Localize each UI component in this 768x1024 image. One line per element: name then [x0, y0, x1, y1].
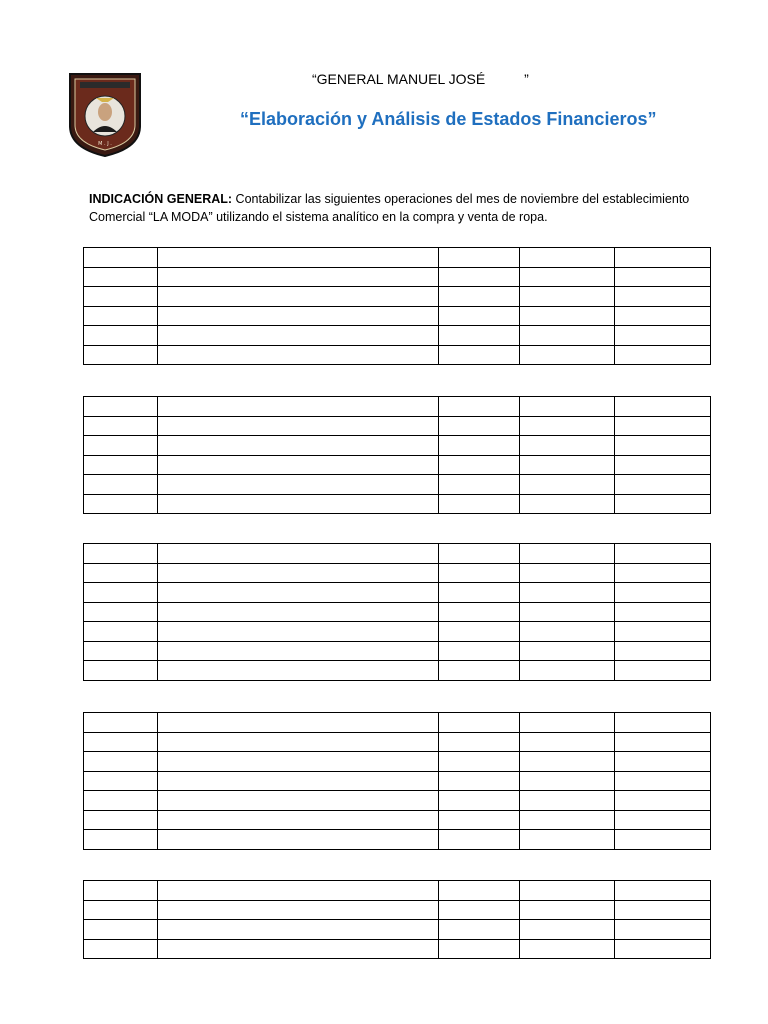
- table-cell[interactable]: [158, 939, 439, 959]
- table-cell[interactable]: [158, 287, 439, 307]
- table-cell[interactable]: [615, 475, 711, 495]
- table-cell[interactable]: [615, 248, 711, 268]
- table-cell[interactable]: [615, 900, 711, 920]
- table-cell[interactable]: [439, 641, 520, 661]
- table-row: [84, 287, 711, 307]
- table-cell[interactable]: [439, 397, 520, 417]
- table-cell[interactable]: [439, 622, 520, 642]
- table-row: [84, 267, 711, 287]
- table-cell[interactable]: [84, 810, 158, 830]
- table-row: [84, 306, 711, 326]
- table-cell[interactable]: [84, 752, 158, 772]
- table-cell[interactable]: [158, 345, 439, 365]
- ledger-table-1: [83, 247, 711, 365]
- table-cell[interactable]: [615, 791, 711, 811]
- table-cell[interactable]: [439, 475, 520, 495]
- table-cell[interactable]: [615, 771, 711, 791]
- ledger-table-3: [83, 543, 711, 681]
- table-cell[interactable]: [439, 306, 520, 326]
- table-cell[interactable]: [520, 475, 615, 495]
- table-cell[interactable]: [615, 830, 711, 850]
- table-cell[interactable]: [158, 494, 439, 514]
- table-row: [84, 248, 711, 268]
- table-cell[interactable]: [520, 248, 615, 268]
- table-cell[interactable]: [84, 267, 158, 287]
- table-cell[interactable]: [84, 641, 158, 661]
- table-cell[interactable]: [520, 583, 615, 603]
- table-cell[interactable]: [520, 306, 615, 326]
- table-cell[interactable]: [84, 661, 158, 681]
- table-cell[interactable]: [158, 436, 439, 456]
- table-row: [84, 416, 711, 436]
- table-cell[interactable]: [158, 544, 439, 564]
- table-cell[interactable]: [84, 939, 158, 959]
- table-cell[interactable]: [84, 326, 158, 346]
- table-cell[interactable]: [84, 900, 158, 920]
- table-cell[interactable]: [615, 583, 711, 603]
- table-cell[interactable]: [615, 267, 711, 287]
- table-cell[interactable]: [439, 416, 520, 436]
- table-cell[interactable]: [520, 713, 615, 733]
- table-cell[interactable]: [520, 455, 615, 475]
- table-cell[interactable]: [439, 345, 520, 365]
- table-cell[interactable]: [520, 622, 615, 642]
- table-cell[interactable]: [84, 713, 158, 733]
- table-cell[interactable]: [158, 583, 439, 603]
- table-cell[interactable]: [84, 771, 158, 791]
- table-cell[interactable]: [520, 416, 615, 436]
- table-cell[interactable]: [158, 455, 439, 475]
- table-cell[interactable]: [158, 641, 439, 661]
- table-cell[interactable]: [615, 939, 711, 959]
- table-row: [84, 830, 711, 850]
- table-cell[interactable]: [439, 881, 520, 901]
- table-cell[interactable]: [158, 563, 439, 583]
- table-cell[interactable]: [615, 881, 711, 901]
- table-row: [84, 752, 711, 772]
- table-cell[interactable]: [439, 267, 520, 287]
- table-cell[interactable]: [520, 810, 615, 830]
- instructions-paragraph: [89, 190, 699, 226]
- page-title: “Elaboración y Análisis de Estados Financieros”: [240, 109, 657, 129]
- table-row: [84, 661, 711, 681]
- table-cell[interactable]: [520, 345, 615, 365]
- table-cell[interactable]: [520, 920, 615, 940]
- table-cell[interactable]: [615, 563, 711, 583]
- table-cell[interactable]: [84, 791, 158, 811]
- instructions-text: Contabilizar las siguientes operaciones del mes de noviembre del establecimiento Comercial “LA MODA” utilizando el sistema analítico en la compra y venta de ropa.: [89, 192, 690, 224]
- table-cell[interactable]: [520, 287, 615, 307]
- school-crest-icon: [66, 68, 144, 158]
- table-cell[interactable]: [158, 622, 439, 642]
- table-row: [84, 583, 711, 603]
- table-cell[interactable]: [439, 661, 520, 681]
- table-cell[interactable]: [615, 397, 711, 417]
- table-cell[interactable]: [439, 752, 520, 772]
- table-cell[interactable]: [158, 771, 439, 791]
- table-cell[interactable]: [520, 661, 615, 681]
- table-cell[interactable]: [158, 306, 439, 326]
- table-row: [84, 475, 711, 495]
- table-cell[interactable]: [615, 326, 711, 346]
- table-cell[interactable]: [439, 602, 520, 622]
- table-row: [84, 455, 711, 475]
- table-cell[interactable]: [615, 436, 711, 456]
- table-cell[interactable]: [158, 267, 439, 287]
- table-cell[interactable]: [158, 475, 439, 495]
- table-cell[interactable]: [158, 661, 439, 681]
- table-cell[interactable]: [615, 544, 711, 564]
- table-cell[interactable]: [520, 791, 615, 811]
- table-cell[interactable]: [439, 713, 520, 733]
- table-cell[interactable]: [439, 494, 520, 514]
- table-row: [84, 791, 711, 811]
- table-cell[interactable]: [158, 810, 439, 830]
- table-cell[interactable]: [520, 830, 615, 850]
- table-cell[interactable]: [615, 455, 711, 475]
- table-cell[interactable]: [615, 416, 711, 436]
- table-cell[interactable]: [84, 732, 158, 752]
- table-cell[interactable]: [439, 248, 520, 268]
- table-row: [84, 326, 711, 346]
- table-row: [84, 939, 711, 959]
- table-cell[interactable]: [439, 732, 520, 752]
- table-row: [84, 900, 711, 920]
- table-cell[interactable]: [439, 287, 520, 307]
- table-cell[interactable]: [439, 326, 520, 346]
- svg-text:M . J .: M . J .: [98, 141, 112, 147]
- table-cell[interactable]: [520, 602, 615, 622]
- table-cell[interactable]: [439, 563, 520, 583]
- table-cell[interactable]: [84, 583, 158, 603]
- table-cell[interactable]: [439, 455, 520, 475]
- table-cell[interactable]: [158, 326, 439, 346]
- ledger-table-5: [83, 880, 711, 959]
- table-row: [84, 881, 711, 901]
- table-row: [84, 602, 711, 622]
- table-cell[interactable]: [158, 416, 439, 436]
- table-cell[interactable]: [84, 563, 158, 583]
- table-cell[interactable]: [615, 752, 711, 772]
- table-cell[interactable]: [520, 397, 615, 417]
- table-row: [84, 544, 711, 564]
- table-cell[interactable]: [84, 602, 158, 622]
- table-cell[interactable]: [84, 920, 158, 940]
- ledger-table-2: [83, 396, 711, 514]
- ledger-table-4: [83, 712, 711, 850]
- table-cell[interactable]: [439, 771, 520, 791]
- table-cell[interactable]: [439, 791, 520, 811]
- table-cell[interactable]: [520, 881, 615, 901]
- table-cell[interactable]: [84, 248, 158, 268]
- table-cell[interactable]: [439, 939, 520, 959]
- table-cell[interactable]: [158, 900, 439, 920]
- table-row: [84, 713, 711, 733]
- table-cell[interactable]: [520, 436, 615, 456]
- table-cell[interactable]: [84, 416, 158, 436]
- table-cell[interactable]: [84, 397, 158, 417]
- table-cell[interactable]: [439, 900, 520, 920]
- table-row: [84, 563, 711, 583]
- table-cell[interactable]: [158, 248, 439, 268]
- table-cell[interactable]: [84, 306, 158, 326]
- table-cell[interactable]: [84, 287, 158, 307]
- table-cell[interactable]: [439, 830, 520, 850]
- table-cell[interactable]: [615, 602, 711, 622]
- table-cell[interactable]: [84, 622, 158, 642]
- table-cell[interactable]: [84, 881, 158, 901]
- table-cell[interactable]: [615, 287, 711, 307]
- table-row: [84, 494, 711, 514]
- table-cell[interactable]: [615, 732, 711, 752]
- table-cell[interactable]: [615, 494, 711, 514]
- table-cell[interactable]: [158, 713, 439, 733]
- table-row: [84, 345, 711, 365]
- table-cell[interactable]: [520, 771, 615, 791]
- table-cell[interactable]: [84, 455, 158, 475]
- table-cell[interactable]: [615, 920, 711, 940]
- table-cell[interactable]: [158, 602, 439, 622]
- table-cell[interactable]: [615, 713, 711, 733]
- table-cell[interactable]: [520, 326, 615, 346]
- table-cell[interactable]: [615, 306, 711, 326]
- table-cell[interactable]: [158, 397, 439, 417]
- table-cell[interactable]: [158, 752, 439, 772]
- table-cell[interactable]: [520, 939, 615, 959]
- table-cell[interactable]: [158, 920, 439, 940]
- table-cell[interactable]: [520, 900, 615, 920]
- table-row: [84, 622, 711, 642]
- table-row: [84, 732, 711, 752]
- table-cell[interactable]: [520, 641, 615, 661]
- table-row: [84, 397, 711, 417]
- table-cell[interactable]: [84, 436, 158, 456]
- table-cell[interactable]: [158, 830, 439, 850]
- table-cell[interactable]: [520, 494, 615, 514]
- table-row: [84, 641, 711, 661]
- table-cell[interactable]: [158, 732, 439, 752]
- table-cell[interactable]: [439, 920, 520, 940]
- instructions-label: INDICACIÓN GENERAL:: [89, 192, 233, 206]
- table-cell[interactable]: [84, 544, 158, 564]
- school-name-heading: “GENERAL MANUEL JOSÉ ”: [312, 71, 529, 87]
- table-cell[interactable]: [84, 345, 158, 365]
- table-cell[interactable]: [615, 641, 711, 661]
- table-cell[interactable]: [84, 830, 158, 850]
- table-cell[interactable]: [520, 563, 615, 583]
- table-cell[interactable]: [520, 267, 615, 287]
- table-cell[interactable]: [84, 475, 158, 495]
- table-cell[interactable]: [520, 732, 615, 752]
- table-cell[interactable]: [615, 810, 711, 830]
- table-cell[interactable]: [439, 810, 520, 830]
- table-cell[interactable]: [439, 544, 520, 564]
- table-cell[interactable]: [158, 881, 439, 901]
- table-cell[interactable]: [84, 494, 158, 514]
- table-cell[interactable]: [615, 345, 711, 365]
- table-cell[interactable]: [615, 622, 711, 642]
- table-cell[interactable]: [439, 583, 520, 603]
- table-cell[interactable]: [520, 544, 615, 564]
- table-row: [84, 920, 711, 940]
- table-cell[interactable]: [520, 752, 615, 772]
- table-cell[interactable]: [158, 791, 439, 811]
- table-row: [84, 810, 711, 830]
- table-cell[interactable]: [615, 661, 711, 681]
- table-row: [84, 436, 711, 456]
- table-row: [84, 771, 711, 791]
- table-cell[interactable]: [439, 436, 520, 456]
